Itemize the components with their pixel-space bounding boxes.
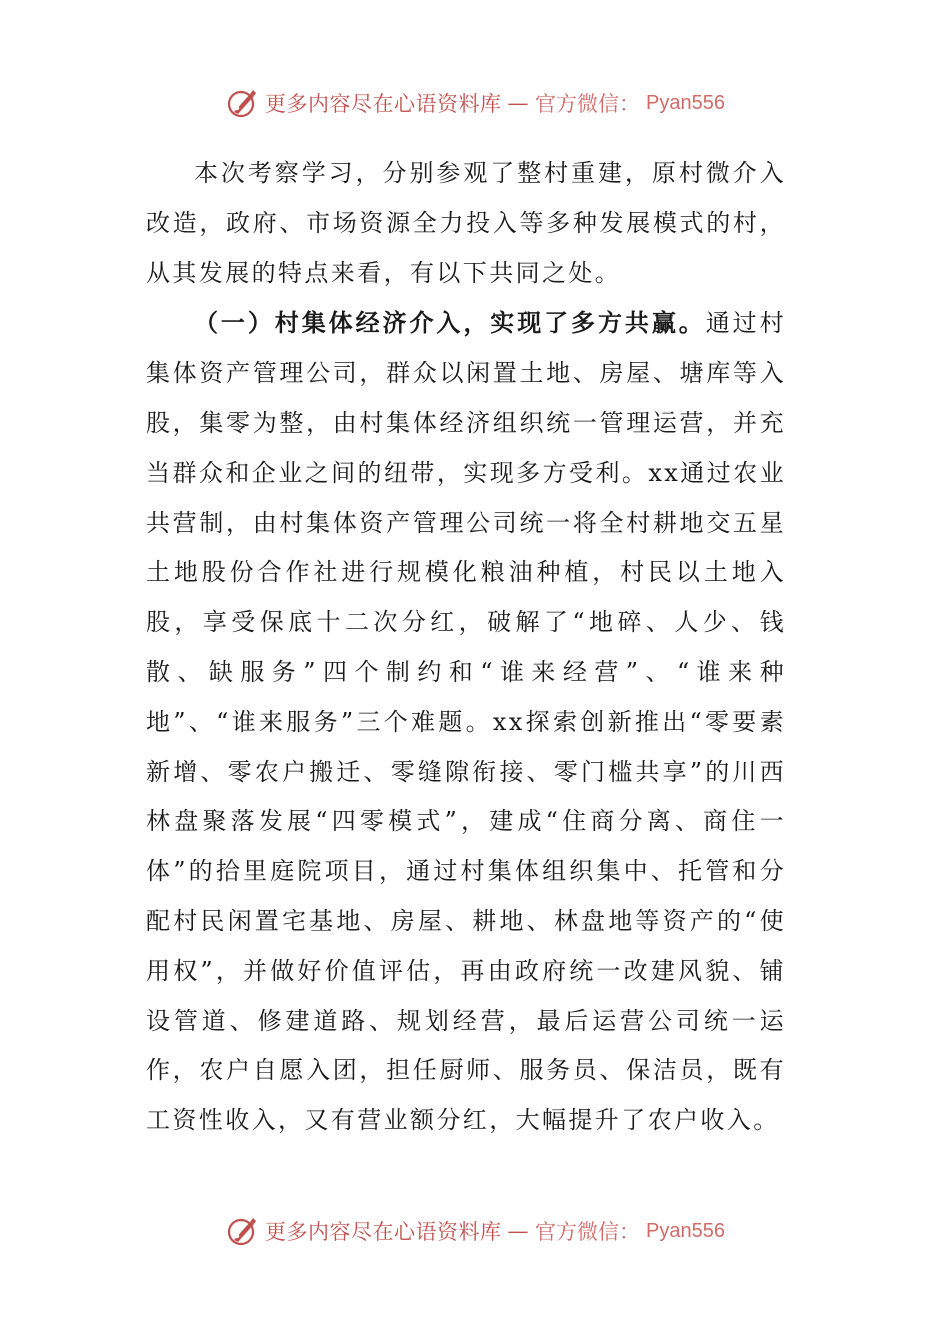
watermark-wechat-label: 官方微信：	[535, 1220, 641, 1244]
watermark-dash: —	[507, 1219, 530, 1243]
paragraph-section-1	[146, 298, 786, 1146]
watermark-dash: —	[507, 91, 530, 115]
pen-circle-logo-icon	[225, 86, 259, 120]
watermark-brand: 更多内容尽在心语资料库	[265, 92, 502, 116]
paragraph-text: 本次考察学习，分别参观了整村重建，原村微介入改造，政府、市场资源全力投入等多种发展模式的村，从其发展的特点来看，有以下共同之处。	[146, 159, 786, 287]
paragraph-lead: （一）村集体经济介入，实现了多方共赢。	[194, 308, 706, 338]
header-watermark	[0, 86, 950, 120]
watermark-wechat-label: 官方微信：	[535, 92, 641, 116]
paragraph-text: 通过村集体资产管理公司，群众以闲置土地、房屋、塘库等入股，集零为整，由村集体经济组织统一管理运营，并充当群众和企业之间的纽带，实现多方受利。xx通过农业共营制，由村集体资产管理公司统一将全村耕地交五星土地股份合作社进行规模化粮油种植，村民以土地入股，享受保底十二次分红，破解了“地碎、人少、钱散、缺服务”四个制约和“谁来经营”、“谁来种地”、“谁来服务”三个难题。xx探索创新推出“零要素新增、零农户搬迁、零缝隙衔接、零门槛共享”的川西林盘聚落发展“四零模式”，建成“住商分离、商住一体”的拾里庭院项目，通过村集体组织集中、托管和分配村民闲置宅基地、房屋、耕地、林盘地等资产的“使用权”，并做好价值评估，再由政府统一改建风貌、铺设管道、修建道路、规划经营，最后运营公司统一运作，农户自愿入团，担任厨师、服务员、保洁员，既有工资性收入，又有营业额分红，大幅提升了农户收入。	[146, 309, 786, 1135]
document-body	[146, 148, 786, 1146]
watermark-wechat-id: Pyan556	[646, 91, 725, 114]
paragraph-intro	[146, 148, 786, 298]
watermark-wechat-id: Pyan556	[646, 1219, 725, 1242]
watermark-brand: 更多内容尽在心语资料库	[265, 1220, 502, 1244]
footer-watermark	[0, 1214, 950, 1248]
pen-circle-logo-icon	[225, 1214, 259, 1248]
